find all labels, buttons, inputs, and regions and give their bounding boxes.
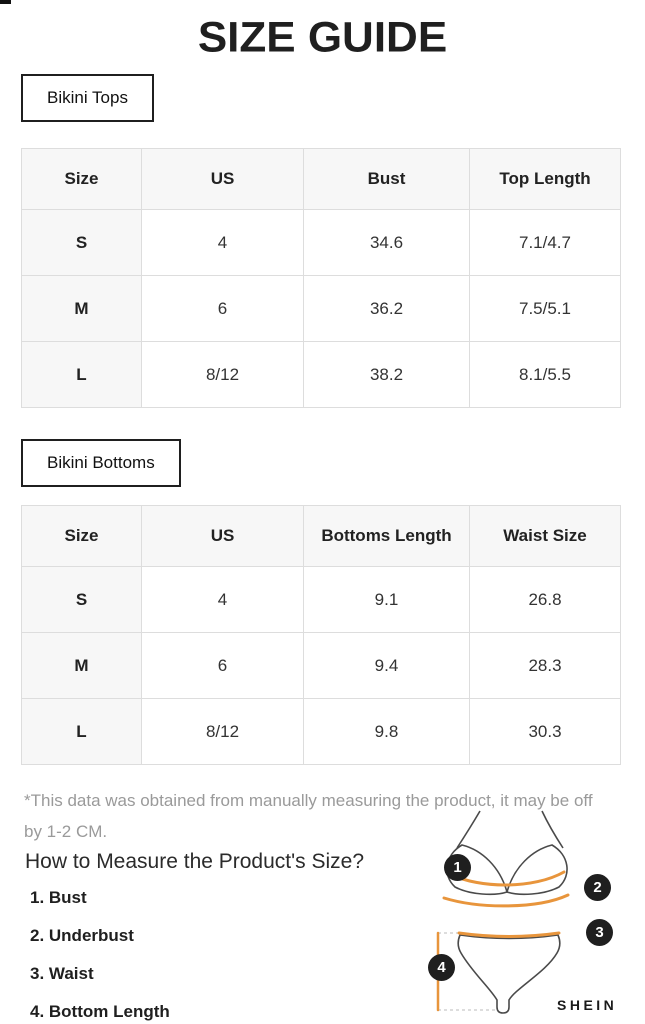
- bottoms-length-cell: 9.4: [304, 633, 470, 699]
- table-row: [22, 633, 621, 699]
- us-cell: 4: [142, 210, 304, 276]
- col-header-us: US: [142, 149, 304, 210]
- us-cell: 8/12: [142, 699, 304, 765]
- measurement-disclaimer: *This data was obtained from manually measuring the product, it may be off by 1-2 CM.: [24, 791, 593, 841]
- page-title: SIZE GUIDE: [197, 14, 448, 62]
- col-header-size: Size: [22, 506, 142, 567]
- size-cell: S: [22, 210, 142, 276]
- size-cell: S: [22, 567, 142, 633]
- size-cell: L: [22, 342, 142, 408]
- waist-size-cell: 28.3: [470, 633, 621, 699]
- col-header-size: Size: [22, 149, 142, 210]
- table-row: [22, 342, 621, 408]
- marker-2-underbust: 2: [584, 874, 611, 901]
- bust-cell: 38.2: [304, 342, 470, 408]
- top-length-cell: 7.5/5.1: [470, 276, 621, 342]
- us-cell: 6: [142, 276, 304, 342]
- table-row: [22, 276, 621, 342]
- measure-item-waist: 3. Waist: [30, 964, 94, 983]
- size-cell: L: [22, 699, 142, 765]
- measure-item-bust: 1. Bust: [30, 888, 87, 907]
- us-cell: 6: [142, 633, 304, 699]
- bust-cell: 34.6: [304, 210, 470, 276]
- section-label-bikini-bottoms: Bikini Bottoms: [21, 439, 181, 487]
- how-to-measure-heading: How to Measure the Product's Size?: [25, 850, 365, 873]
- shein-logo: SHEIN: [557, 997, 618, 1013]
- col-header-top-length: Top Length: [470, 149, 621, 210]
- waist-size-cell: 30.3: [470, 699, 621, 765]
- marker-1-bust: 1: [444, 854, 471, 881]
- col-header-us: US: [142, 506, 304, 567]
- table-row: [22, 210, 621, 276]
- measurement-diagram: [400, 790, 645, 1024]
- marker-3-waist: 3: [586, 919, 613, 946]
- corner-artifact: [0, 0, 11, 4]
- table-row: [22, 567, 621, 633]
- size-cell: M: [22, 633, 142, 699]
- waist-size-cell: 26.8: [470, 567, 621, 633]
- table-header-row: [22, 149, 621, 210]
- table-header-row: [22, 506, 621, 567]
- size-cell: M: [22, 276, 142, 342]
- col-header-bottoms-length: Bottoms Length: [304, 506, 470, 567]
- col-header-waist-size: Waist Size: [470, 506, 621, 567]
- bottoms-length-cell: 9.8: [304, 699, 470, 765]
- bottoms-length-cell: 9.1: [304, 567, 470, 633]
- col-header-bust: Bust: [304, 149, 470, 210]
- bikini-tops-table: [21, 148, 621, 408]
- bust-cell: 36.2: [304, 276, 470, 342]
- measure-item-underbust: 2. Underbust: [30, 926, 134, 945]
- us-cell: 4: [142, 567, 304, 633]
- table-row: [22, 699, 621, 765]
- bikini-bottoms-table: [21, 505, 621, 765]
- section-label-bikini-tops: Bikini Tops: [21, 74, 154, 122]
- measure-item-bottom-length: 4. Bottom Length: [30, 1002, 170, 1021]
- us-cell: 8/12: [142, 342, 304, 408]
- top-length-cell: 7.1/4.7: [470, 210, 621, 276]
- marker-4-bottom-length: 4: [428, 954, 455, 981]
- top-length-cell: 8.1/5.5: [470, 342, 621, 408]
